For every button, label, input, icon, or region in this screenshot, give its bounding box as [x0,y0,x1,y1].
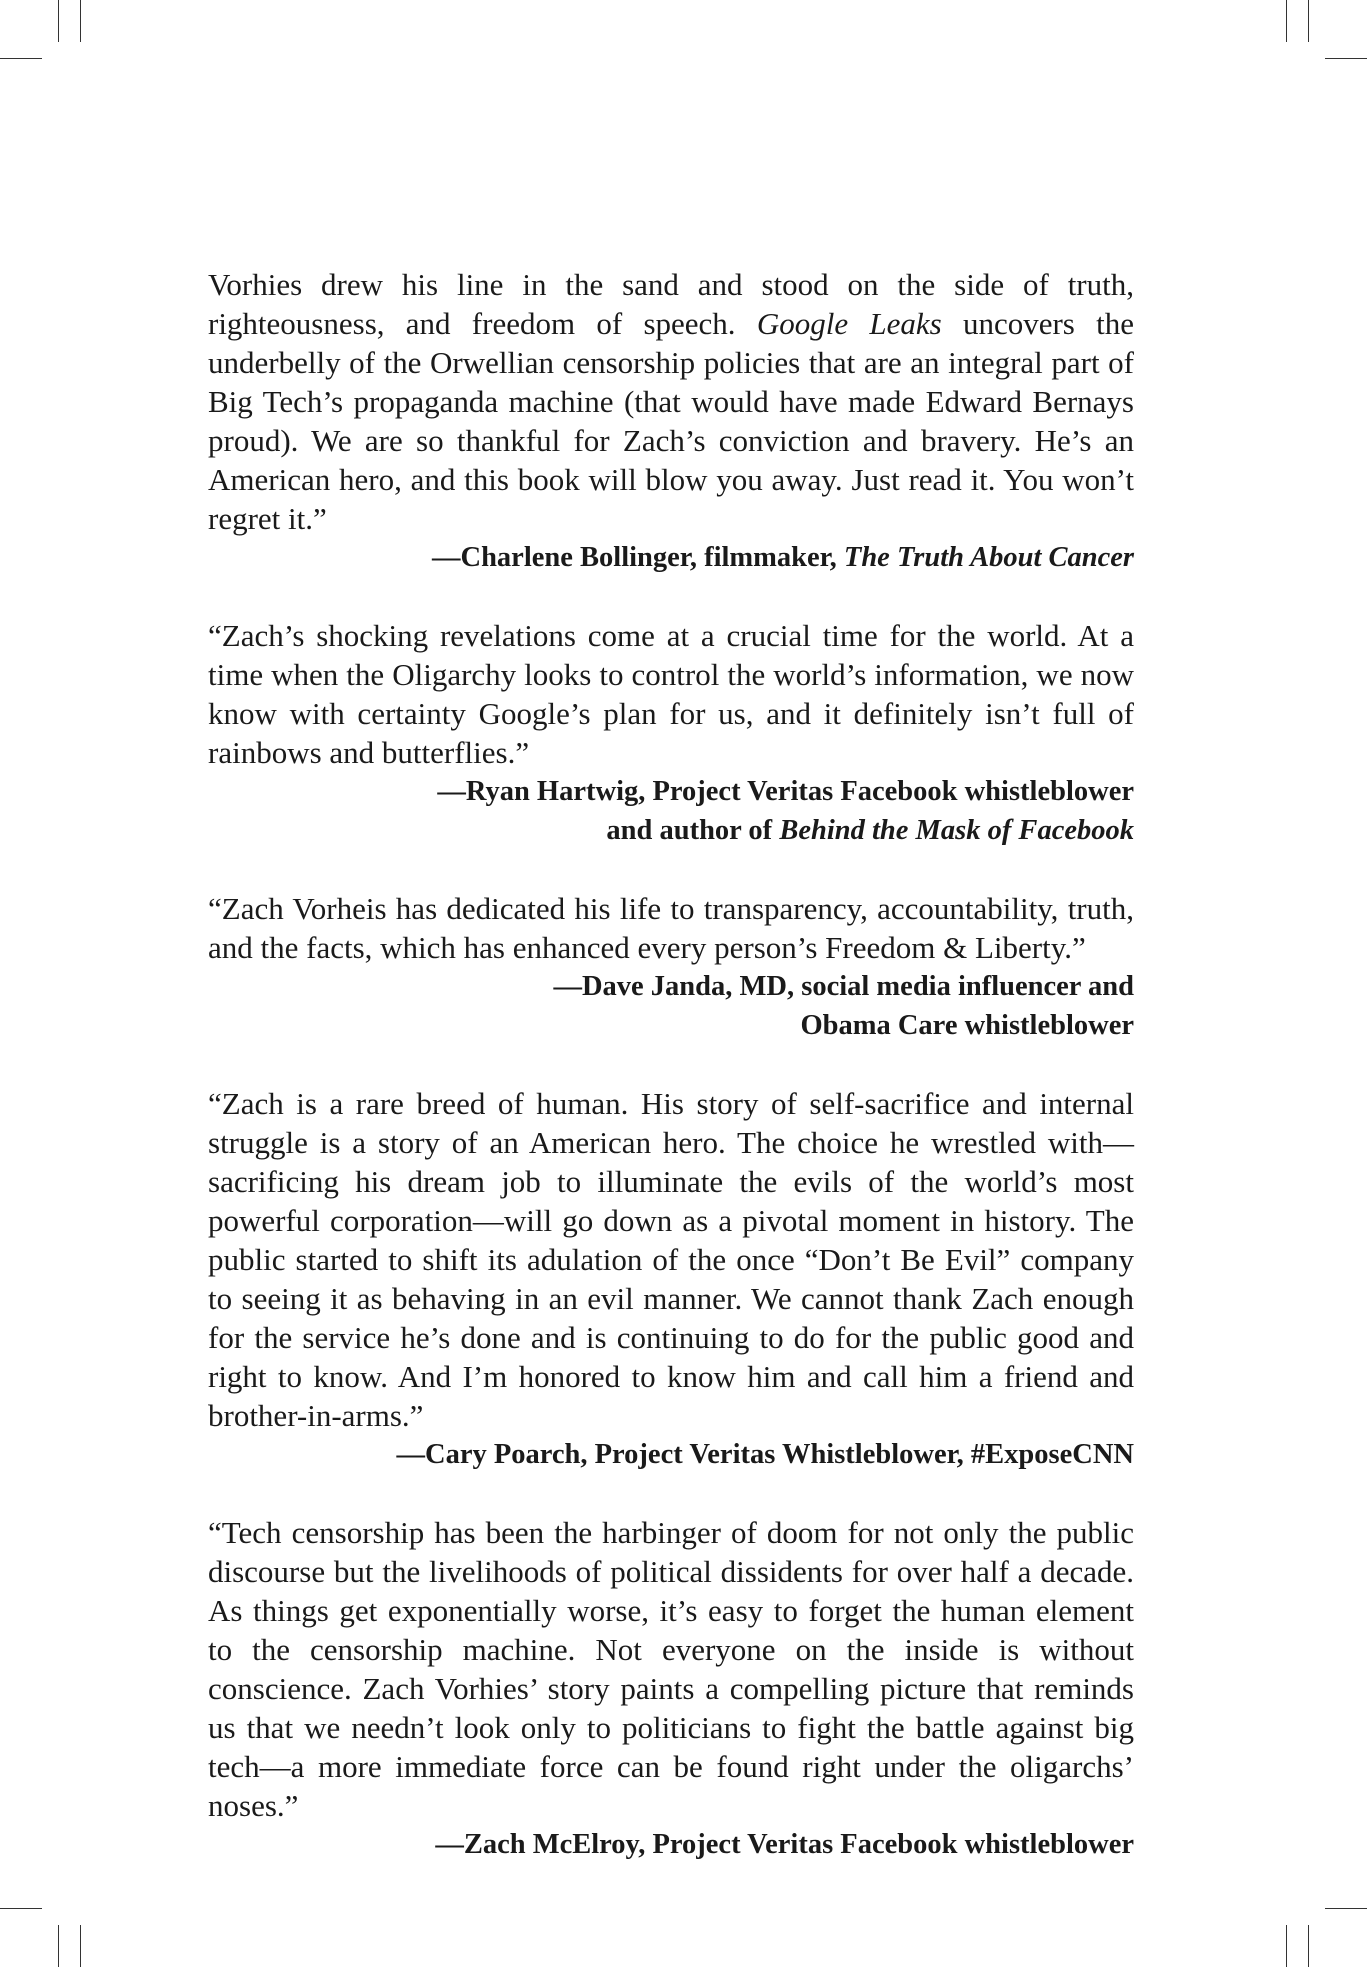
crop-mark-bottom-left-v2 [80,1925,81,1967]
attribution-title: Behind the Mask of Facebook [779,815,1134,846]
quote-text: uncovers the underbelly of the Orwellian censorship policies that are an integral part of Big Tech’s propaganda machine (that would have made Edward Bernays proud). We are so thankful for Zach’s conviction and bravery. He’s an American hero, and this book will blow you away. Just read it. You won’t regret it.” [208,306,1134,536]
testimonial-mcelroy [208,1513,1134,1864]
attribution-text: —Charlene Bollinger, filmmaker, [432,542,844,573]
book-title: Google Leaks [756,306,942,341]
testimonial-quote [208,265,1134,538]
testimonial-quote: “Zach is a rare breed of human. His story of self-sacrifice and internal struggle is a story of an American hero. The choice he wrestled with—sacrificing his dream job to illuminate the evils of the world’s most powerful corporation—will go down as a pivotal moment in history. The public started to shift its adulation of the once “Don’t Be Evil” company to seeing it as behaving in an evil manner. We cannot thank Zach enough for the service he’s done and is continuing to do for the public good and right to know. And I’m honored to know him and call him a friend and brother-in-arms.” [208,1086,1134,1433]
crop-mark-top-left-h [0,58,42,59]
testimonial-hartwig [208,616,1134,850]
testimonial-janda [208,889,1134,1045]
testimonial-quote: “Tech censorship has been the harbinger of doom for not only the public discourse but the livelihoods of political dissidents for over half a decade. As things get exponentially worse, it’s easy to forget the human element to the censorship machine. Not everyone on the inside is without conscience. Zach Vorhies’ story paints a compelling picture that reminds us that we needn’t look only to politicians to fight the battle against big tech—a more immediate force can be found right under the oligarchs’ noses.” [208,1515,1134,1823]
attribution-line-1: —Ryan Hartwig, Project Veritas Facebook whistleblower [437,776,1134,807]
testimonials-page [208,265,1134,1903]
crop-mark-top-left-v2 [80,0,81,42]
attribution-line-1: —Dave Janda, MD, social media influencer and [553,971,1134,1002]
crop-mark-top-right-v1 [1286,0,1287,42]
testimonial-quote: “Zach’s shocking revelations come at a crucial time for the world. At a time when the Oligarchy looks to control the world’s information, we now know with certainty Google’s plan for us, and it definitely isn’t full of rainbows and butterflies.” [208,618,1134,770]
crop-mark-bottom-right-h [1325,1908,1367,1909]
testimonial-attribution [208,538,1134,577]
testimonial-attribution [208,967,1134,1045]
crop-mark-bottom-right-v1 [1286,1925,1287,1967]
crop-mark-bottom-left-v1 [58,1925,59,1967]
testimonial-quote: “Zach Vorheis has dedicated his life to transparency, accountability, truth, and the facts, which has enhanced every person’s Freedom & Liberty.” [208,891,1134,965]
quote-text: Vorhies drew his line in the sand and stood on the side of truth, righteousness, and freedom of speech. [208,267,1134,341]
testimonial-poarch [208,1084,1134,1474]
crop-mark-bottom-right-v2 [1308,1925,1309,1967]
testimonial-bollinger [208,265,1134,577]
attribution-line-2: Obama Care whistleblower [800,1010,1134,1041]
attribution-title: The Truth About Cancer [843,542,1134,573]
crop-mark-bottom-left-h [0,1908,42,1909]
crop-mark-top-right-h [1325,58,1367,59]
testimonial-attribution: —Zach McElroy, Project Veritas Facebook whistleblower [435,1829,1134,1860]
crop-mark-top-right-v2 [1308,0,1309,42]
crop-mark-top-left-v1 [58,0,59,42]
attribution-text: and author of [606,815,780,846]
attribution-line-2 [208,811,1134,850]
testimonial-attribution: —Cary Poarch, Project Veritas Whistleblower, #ExposeCNN [396,1439,1134,1470]
testimonial-attribution [208,772,1134,850]
